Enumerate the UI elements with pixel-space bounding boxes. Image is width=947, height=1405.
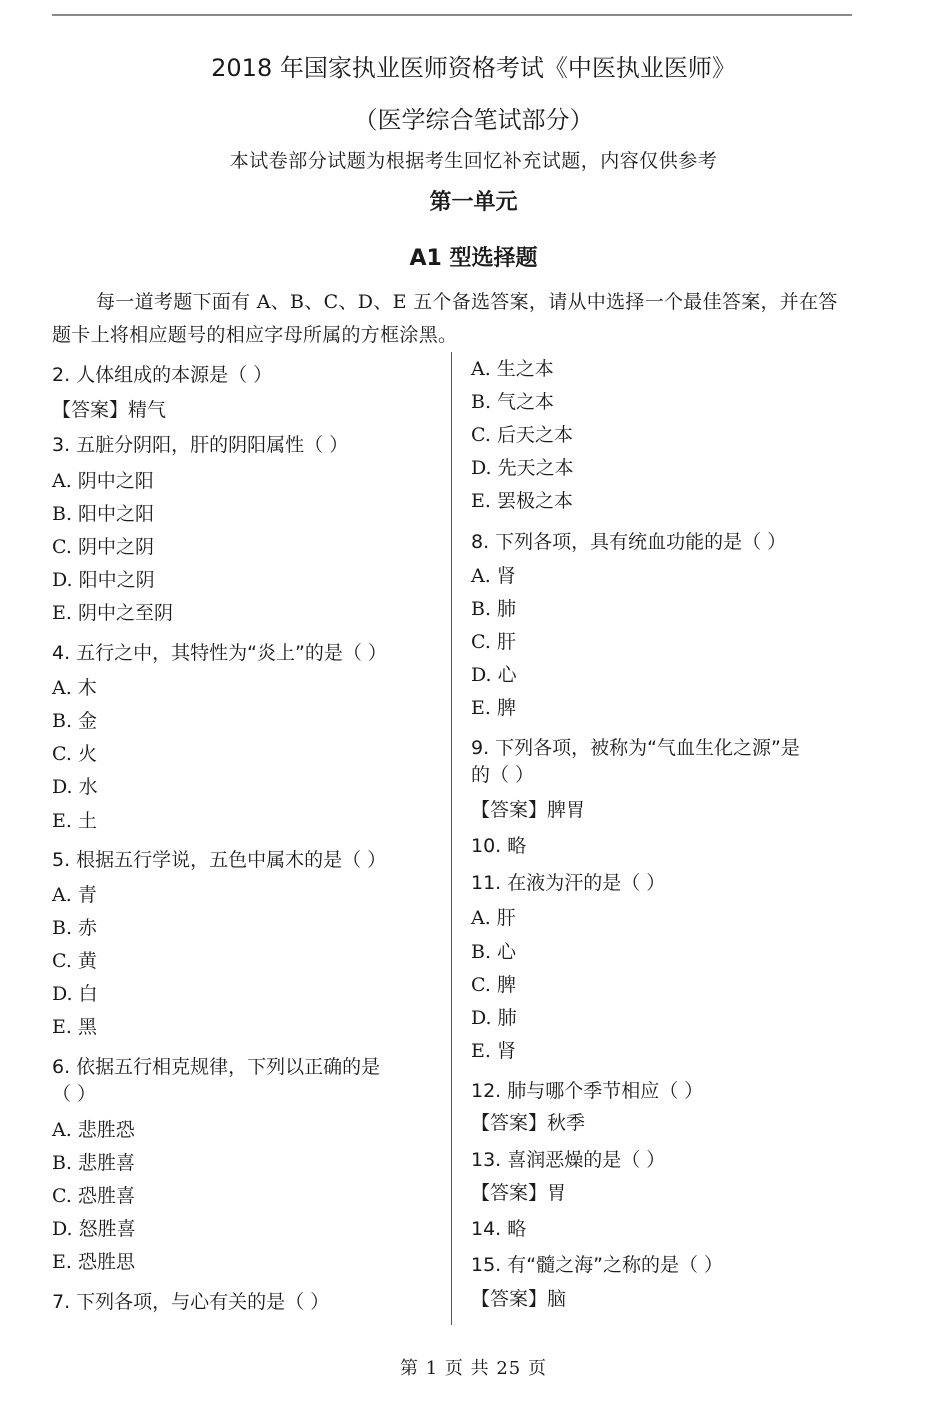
right-option-text: C. 肝: [471, 631, 516, 653]
section-instructions: 每一道考题下面有 A、B、C、D、E 五个备选答案，请从中选择一个最佳答案，并在答题卡上将相应题号的相应字母所属的方框涂黑。: [52, 291, 838, 346]
left-option-text: B. 悲胜喜: [52, 1152, 136, 1174]
unit-heading: 第一单元: [429, 190, 518, 215]
left-option-text: C. 火: [52, 743, 97, 765]
right-option-text: A. 肾: [471, 565, 516, 587]
left-question-text: 3. 五脏分阴阳，肝的阴阳属性（ ）: [52, 434, 349, 456]
left-option-text: A. 悲胜恐: [52, 1119, 135, 1141]
left-option-text: E. 土: [52, 810, 97, 832]
right-answer-text: 【答案】脾胃: [471, 799, 586, 821]
right-question-text: 13. 喜润恶燥的是（ ）: [471, 1149, 666, 1171]
left-option-text: A. 木: [52, 677, 97, 699]
page-footer: 第 1 页 共 25 页: [400, 1358, 547, 1379]
document-subtitle: （医学综合笔试部分）: [353, 106, 594, 134]
left-option-text: A. 青: [52, 884, 97, 906]
left-question-text: 2. 人体组成的本源是（ ）: [52, 364, 273, 386]
right-question-text: 14. 略: [471, 1218, 527, 1240]
document-title: 2018 年国家执业医师资格考试《中医执业医师》: [211, 54, 736, 82]
left-option-text: B. 赤: [52, 917, 98, 939]
left-option-text: D. 白: [52, 983, 98, 1005]
left-option-text: D. 水: [52, 776, 98, 798]
left-option-text: E. 恐胜思: [52, 1251, 135, 1273]
disclaimer-note: 本试卷部分试题为根据考生回忆补充试题，内容仅供参考: [229, 150, 718, 172]
right-option-text: E. 脾: [471, 697, 516, 719]
right-question-text: 8. 下列各项，具有统血功能的是（ ）: [471, 531, 787, 553]
left-question-text: 6. 依据五行相克规律，下列以正确的是: [52, 1056, 381, 1078]
right-option-text: E. 罢极之本: [471, 490, 573, 512]
left-question-text: 7. 下列各项，与心有关的是（ ）: [52, 1291, 330, 1313]
header-rule: [52, 14, 852, 16]
right-answer-text: 【答案】秋季: [471, 1112, 586, 1134]
left-option-text: E. 阴中之至阴: [52, 602, 173, 624]
right-question-text: 15. 有“髓之海”之称的是（ ）: [471, 1254, 723, 1276]
left-option-text: D. 阳中之阴: [52, 569, 155, 591]
right-question-text: 9. 下列各项，被称为“气血生化之源”是: [471, 737, 800, 759]
right-option-text: D. 肺: [471, 1007, 517, 1029]
right-answer-text: 【答案】胃: [471, 1182, 567, 1204]
left-option-text: E. 黑: [52, 1016, 97, 1038]
right-answer-text: 【答案】脑: [471, 1288, 567, 1310]
right-question-text: 10. 略: [471, 835, 527, 857]
right-option-text: C. 脾: [471, 974, 516, 996]
right-option-text: D. 先天之本: [471, 457, 574, 479]
right-question-text: 12. 肺与哪个季节相应（ ）: [471, 1080, 704, 1102]
right-option-text: E. 肾: [471, 1040, 516, 1062]
right-question-text: 11. 在液为汗的是（ ）: [471, 872, 666, 894]
right-question-text: 的（ ）: [471, 764, 535, 786]
section-heading: A1 型选择题: [409, 246, 538, 271]
right-option-text: D. 心: [471, 664, 517, 686]
column-divider: [451, 352, 452, 1325]
left-option-text: C. 恐胜喜: [52, 1185, 135, 1207]
left-option-text: B. 阳中之阳: [52, 503, 155, 525]
left-answer-text: 【答案】精气: [52, 399, 167, 421]
left-question-text: （ ）: [52, 1083, 97, 1105]
left-option-text: C. 阴中之阴: [52, 536, 154, 558]
right-option-text: A. 生之本: [471, 358, 554, 380]
left-option-text: B. 金: [52, 710, 98, 732]
left-question-text: 5. 根据五行学说，五色中属木的是（ ）: [52, 849, 387, 871]
right-option-text: B. 肺: [471, 598, 517, 620]
left-option-text: A. 阴中之阳: [52, 470, 154, 492]
right-option-text: B. 气之本: [471, 391, 555, 413]
right-option-text: A. 肝: [471, 907, 516, 929]
right-option-text: C. 后天之本: [471, 424, 573, 446]
left-option-text: C. 黄: [52, 950, 97, 972]
right-option-text: B. 心: [471, 941, 517, 963]
left-option-text: D. 怒胜喜: [52, 1218, 136, 1240]
left-question-text: 4. 五行之中，其特性为“炎上”的是（ ）: [52, 642, 387, 664]
